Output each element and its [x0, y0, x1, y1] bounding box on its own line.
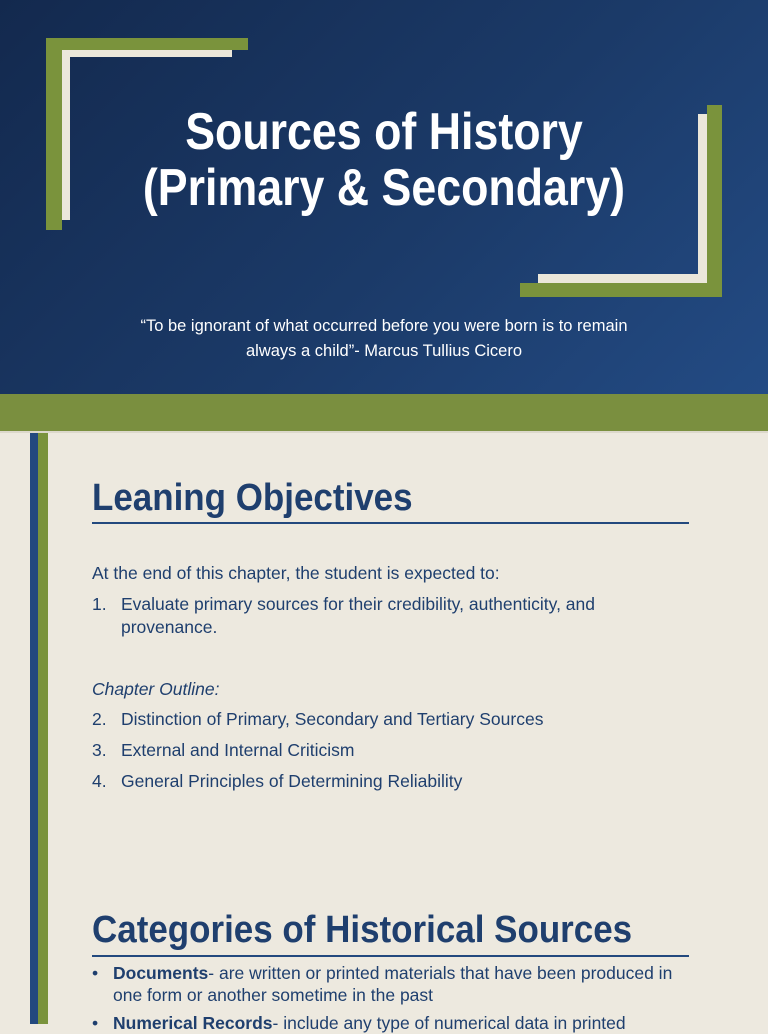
slide-title-line-1: Sources of History: [185, 103, 583, 161]
category-text: [113, 1012, 692, 1034]
slide-divider-line: [0, 431, 768, 433]
outline-number: 3.: [92, 740, 107, 760]
title-slide: [0, 0, 768, 394]
categories-heading-rule: [92, 955, 689, 957]
objective-text: Evaluate primary sources for their credibility, authenticity, and provenance.: [121, 594, 596, 637]
bullet-dot-icon: •: [92, 1013, 99, 1033]
category-bullet: [92, 962, 692, 1006]
objective-number: 1.: [92, 594, 107, 614]
slide-separator-band: [0, 394, 768, 432]
objectives-heading-rule: [92, 522, 689, 524]
category-description: - are written or printed materials that have been produced in one form or another sometime in the past: [113, 963, 673, 1005]
quote: [84, 314, 684, 364]
objective-item: [92, 593, 682, 639]
objectives-heading: Leaning Objectives: [92, 477, 413, 519]
outline-text: General Principles of Determining Reliability: [121, 771, 463, 791]
categories-heading: Categories of Historical Sources: [92, 909, 633, 951]
outline-text: Distinction of Primary, Secondary and Tertiary Sources: [121, 709, 544, 729]
outline-item: [92, 708, 682, 731]
quote-line-1: “To be ignorant of what occurred before you were born is to remain: [140, 317, 628, 335]
category-description: - include any type of numerical data in printed: [272, 1013, 626, 1033]
outline-number: 2.: [92, 709, 107, 729]
outline-number: 4.: [92, 771, 107, 791]
left-rail-blue: [30, 433, 38, 1024]
outline-item: [92, 770, 682, 793]
bullet-dot-icon: •: [92, 963, 99, 983]
category-bullet: [92, 1012, 692, 1034]
left-rail-green: [38, 433, 48, 1024]
slide-title-line-2: (Primary & Secondary): [142, 159, 626, 217]
category-term: Numerical Records: [113, 1013, 273, 1033]
frame-green-top-left-horizontal: [46, 38, 248, 50]
objectives-intro: At the end of this chapter, the student is expected to:: [92, 563, 500, 583]
outline-item: [92, 739, 682, 762]
quote-line-2: always a child”- Marcus Tullius Cicero: [246, 342, 522, 360]
frame-cream-bottom-right-horizontal: [538, 274, 707, 283]
category-text: [113, 962, 692, 1006]
slide-title: [54, 104, 714, 216]
frame-green-bottom-right-horizontal: [520, 283, 722, 297]
outline-text: External and Internal Criticism: [121, 740, 355, 760]
chapter-outline-label: Chapter Outline:: [92, 679, 220, 699]
category-term: Documents: [113, 963, 209, 983]
frame-cream-top-left-horizontal: [60, 50, 232, 57]
